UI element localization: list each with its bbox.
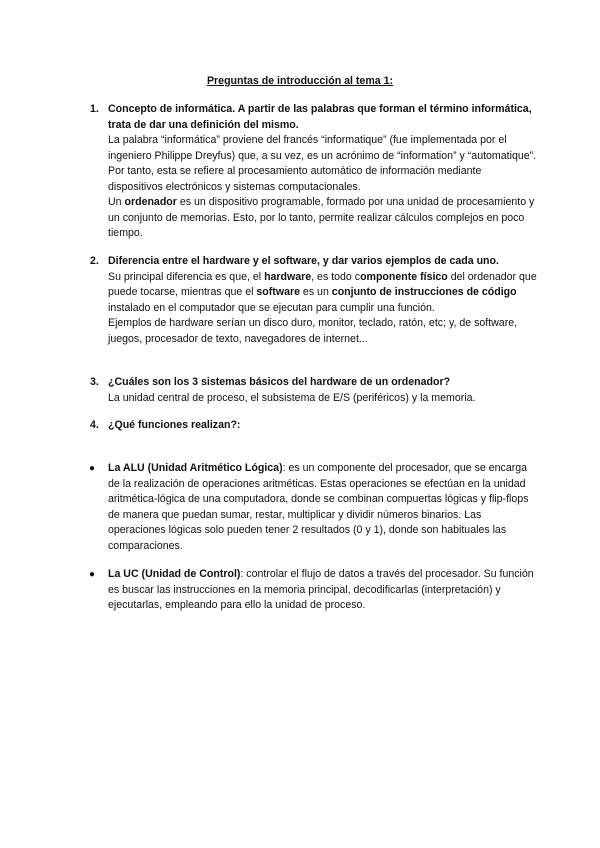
question-1-section bbox=[108, 102, 538, 242]
bullet-uc-icon: ● bbox=[89, 569, 96, 580]
question-2-answer-paragraph-2: Ejemplos de hardware serían un disco duro, monitor, teclado, ratón, etc; y, de software, juegos, procesador de texto, navegadores de internet... bbox=[108, 317, 518, 345]
question-3-answer: La unidad central de proceso, el subsistema de E/S (periféricos) y la memoria. bbox=[108, 391, 476, 404]
q2-text-5: instalado en el computador que se ejecutan para cumplir una función. bbox=[108, 301, 435, 314]
bullet-uc-text bbox=[108, 567, 538, 614]
bullet-uc-term: La UC (Unidad de Control) bbox=[108, 568, 241, 580]
bullet-alu-term: La ALU (Unidad Aritmético Lógica) bbox=[108, 462, 283, 474]
question-4-number: 4. bbox=[90, 419, 99, 431]
question-2-answer-paragraph-1 bbox=[108, 270, 538, 317]
bullet-alu bbox=[108, 461, 538, 554]
question-1-number: 1. bbox=[90, 103, 99, 115]
q1-p2-bold: ordenador bbox=[124, 196, 177, 208]
bullet-alu-icon: ● bbox=[89, 463, 96, 474]
q2-text-1: Su principal diferencia es que, el bbox=[108, 270, 265, 283]
q2-text-4: es un bbox=[299, 286, 332, 298]
question-3-number: 3. bbox=[90, 376, 99, 388]
question-1-heading: Concepto de informática. A partir de las palabras que forman el término informática, trata de dar una definición del mismo. bbox=[108, 103, 532, 131]
question-2-number: 2. bbox=[90, 255, 99, 267]
question-3-section bbox=[108, 375, 538, 406]
bullet-uc-description: : controlar el flujo de datos a través del procesador. Su función es buscar las instrucciones en la memoria principal, decodificarlas (interpretación) y ejecutarlas, empleando para ello la unidad de proceso. bbox=[108, 568, 534, 611]
question-4-heading: ¿Qué funciones realizan?: bbox=[108, 419, 241, 431]
question-3-heading: ¿Cuáles son los 3 sistemas básicos del hardware de un ordenador? bbox=[108, 376, 451, 388]
q1-p2-end: es un dispositivo programable, formado por una unidad de procesamiento y un conjunto de memorias. Esto, por lo tanto, permite realizar cálculos complejos en poco tiempo. bbox=[108, 196, 535, 239]
bullet-alu-description: : es un componente del procesador, que se encarga de la realización de operaciones aritméticas. Estas operaciones se efectúan en la unidad aritmética-lógica de una computadora, donde se combinan compuertas lógicas y flip-flops de manera que puedan sumar, restar, multiplicar y dividir números binarios. Las operaciones lógicas solo pueden tener 2 resultados (0 y 1), donde son habituales las comparaciones. bbox=[108, 462, 529, 552]
question-2-heading: Diferencia entre el hardware y el software, y dar varios ejemplos de cada uno. bbox=[108, 255, 499, 267]
question-2-section bbox=[108, 254, 538, 347]
bullet-alu-text bbox=[108, 461, 538, 554]
q2-bold-4: conjunto de instrucciones de código bbox=[331, 286, 517, 298]
q2-bold-2: omponente físico bbox=[360, 270, 448, 283]
q1-p2-start: Un bbox=[108, 196, 125, 208]
q2-text-3: del ordenador que puede tocarse, mientras que el bbox=[108, 270, 537, 298]
question-1-answer-paragraph-2 bbox=[108, 195, 538, 242]
question-1-answer-paragraph-1: La palabra “informática” proviene del francés “informatique” (fue implementada por el ingeniero Philippe Dreyfus) que, a su vez, es un acrónimo de “information” y “automatique”. Por tanto, esta se refiere al procesamiento automático de información mediante dispositivos electrónicos y sistemas computacionales. bbox=[108, 134, 537, 193]
q2-text-2: , es todo c bbox=[311, 270, 361, 283]
q2-bold-1: hardware bbox=[264, 270, 312, 283]
q2-bold-3: software bbox=[256, 286, 300, 298]
question-4-section bbox=[108, 418, 538, 434]
bullet-uc bbox=[108, 567, 538, 614]
page-title: Preguntas de introducción al tema 1: bbox=[206, 75, 394, 87]
